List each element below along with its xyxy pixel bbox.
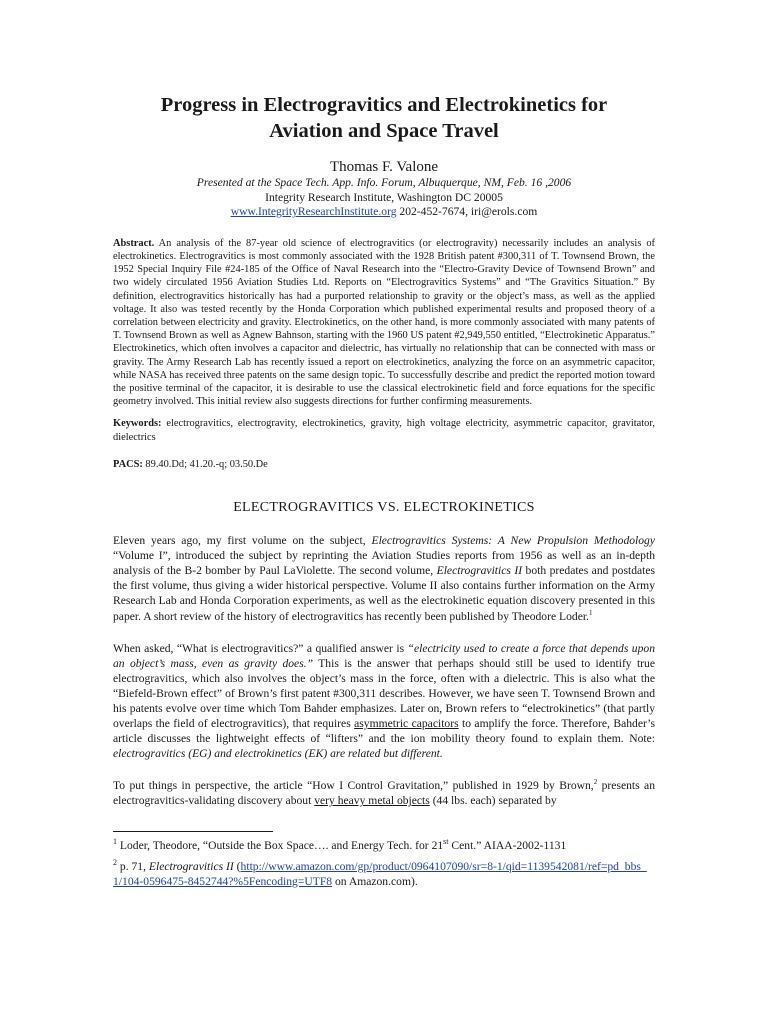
abstract-label: Abstract.: [113, 237, 155, 249]
p2-underlined-asymmetric-capacitors: asymmetric capacitors: [354, 717, 459, 731]
footnote-1: [113, 838, 655, 853]
p2-italic-definition: “electricity used to create a force that depends upon an object’s mass, even as gravity does.”: [113, 641, 655, 670]
p1-text-c: both predates and postdates the first volume, thus giving a wider historical perspective. Volume II also contains further information on the Army Research Lab and Honda Corporation experiments, as well as the electrokinetic equation discovery presented in this paper. A short review of the history of electrogravitics has recently been published by Theodore Loder.: [113, 564, 656, 623]
footnote-2-text-c: on Amazon.com).: [332, 874, 418, 888]
p1-text-a: Eleven years ago, my first volume on the subject,: [113, 534, 372, 548]
p2-text-c: to amplify the force. Therefore, Bahder’s article discusses the lightweight effects of “lifters” and the ion mobility theory found to explain them. Note:: [113, 717, 655, 746]
footnote-2-italic-title: Electrogravitics II: [148, 859, 234, 873]
footnote-ref-1[interactable]: 1: [588, 608, 593, 617]
pacs: [113, 458, 655, 471]
title-line-1: Progress in Electrogravitics and Electrokinetics for: [160, 94, 608, 116]
institute-website-link[interactable]: www.IntegrityResearchInstitute.org: [230, 205, 397, 219]
p3-text-a: To put things in perspective, the article “How I Control Gravitation,” published in 1929 by Brown,: [113, 779, 594, 793]
p2-text-b: This is the answer that perhaps should still be used to identify true electrogravitics, which also involves the object’s mass in the force, often with a dielectric. This is also what the “Biefeld-Brown effect” of Brown’s first patent #300,311 describes. However, we have seen T. Townsend Brown and his patents evolve over time which Tom Bahder emphasizes. Later on, Brown refers to “electrokinetics” (that partly overlaps the field of electrogravitics), that requires: [113, 656, 655, 731]
p3-text-b: presents an electrogravitics-validating discovery about: [113, 779, 656, 808]
footnote-1-text-a: Loder, Theodore, “Outside the Box Space…. and Energy Tech. for 21: [117, 838, 444, 852]
footnote-2-number: 2: [113, 857, 117, 867]
footnote-divider: [113, 831, 273, 832]
p1-italic-title: Electrogravitics Systems: A New Propulsion Methodology: [371, 534, 655, 548]
section-heading: ELECTROGRAVITICS VS. ELECTROKINETICS: [233, 500, 535, 516]
keywords-label: Keywords:: [113, 418, 162, 430]
abstract-text: An analysis of the 87-year old science of electrogravitics (or electrogravity) necessarily includes an analysis of electrokinetics. Electrogravitics is most commonly associated with the 1928 British patent #300,311 of T. Townsend Brown, the 1952 Special Inquiry File #24-185 of the Office of Naval Research into the “Electro-Gravity Device of Townsend Brown” and two widely circulated 1956 Aviation Studies Ltd. Reports on “Electrogravitics Systems” and “The Gravitics Situation.” By definition, electrogravitics historically has had a purported relationship to gravity or the object’s mass, as well as the applied voltage. It also was tested recently by the Honda Corporation which published experimental results and proposed theory of a correlation between electricity and gravity. Electrokinetics, on the other hand, is more commonly associated with many patents of T. Townsend Brown as well as Agnew Bahnson, starting with the 1960 US patent #2,949,550 entitled, “Electrokinetic Apparatus.” Electrokinetics, which often involves a capacitor and dielectric, has virtually no relationship that can be connected with mass or gravity. The Army Research Lab has recently issued a report on electrokinetics, analyzing the force on an asymmetric capacitor, while NASA has received three patents on the same design topic. To successfully describe and predict the reported motion toward the positive terminal of the capacitor, it is desirable to use the classical electrokinetic field and force equations for the specific geometry involved. This initial review also suggests directions for further confirming measurements.: [113, 237, 655, 408]
paragraph-3: [113, 778, 655, 808]
p2-italic-note: electrogravitics (EG) and electrokinetics (EK) are related but different.: [113, 747, 443, 761]
paragraph-1: [113, 533, 655, 624]
keywords-text: electrogravitics, electrogravity, electrokinetics, gravity, high voltage electricity, asymmetric capacitor, gravitator, dielectrics: [113, 418, 655, 443]
p1-italic-volume: Electrogravitics II: [436, 564, 523, 578]
footnote-2-amazon-link[interactable]: http://www.amazon.com/gp/product/0964107090/sr=8-1/qid=1139542081/ref=pd_bbs_1/104-0596475-8452744?%5Fencoding=UTF8: [113, 859, 647, 888]
abstract: [113, 237, 655, 409]
presented-text: Presented at the Space Tech. App. Info. Forum, Albuquerque, NM, Feb. 16 ,2006: [196, 176, 572, 189]
institute-info: Integrity Research Institute, Washington DC 20005: [265, 190, 503, 204]
footnote-1-superscript: st: [443, 836, 449, 846]
footnote-1-text-b: Cent.” AIAA-2002-1131: [448, 838, 567, 852]
footnote-ref-2[interactable]: 2: [593, 778, 598, 787]
footnote-2-text-a: p. 71,: [117, 859, 149, 873]
p1-text-b: “Volume I”, introduced the subject by reprinting the Aviation Studies reports from 1956 as well as an in-depth analysis of the B-2 bomber by Paul LaViolette. The second volume,: [113, 549, 655, 578]
paper-title: [113, 92, 655, 144]
footnote-2-text-b: (: [233, 859, 241, 873]
pacs-text: 89.40.Dd; 41.20.-q; 03.50.De: [142, 458, 268, 470]
paragraph-2: [113, 641, 655, 762]
p2-text-a: When asked, “What is electrogravitics?” a qualified answer is: [113, 641, 408, 655]
contact-details: 202-452-7674, iri@erols.com: [396, 205, 538, 219]
p3-underlined-heavy-metal: very heavy metal objects: [314, 794, 430, 808]
contact-info: [113, 205, 655, 220]
title-line-2: Aviation and Space Travel: [269, 120, 499, 142]
pacs-label: PACS:: [113, 458, 143, 470]
footnote-2: [113, 859, 655, 889]
presentation-info: [113, 176, 655, 191]
footnote-1-number: 1: [113, 836, 117, 846]
p3-text-c: (44 lbs. each) separated by: [429, 794, 557, 808]
keywords: [113, 417, 655, 443]
author-name: Thomas F. Valone: [329, 159, 439, 175]
